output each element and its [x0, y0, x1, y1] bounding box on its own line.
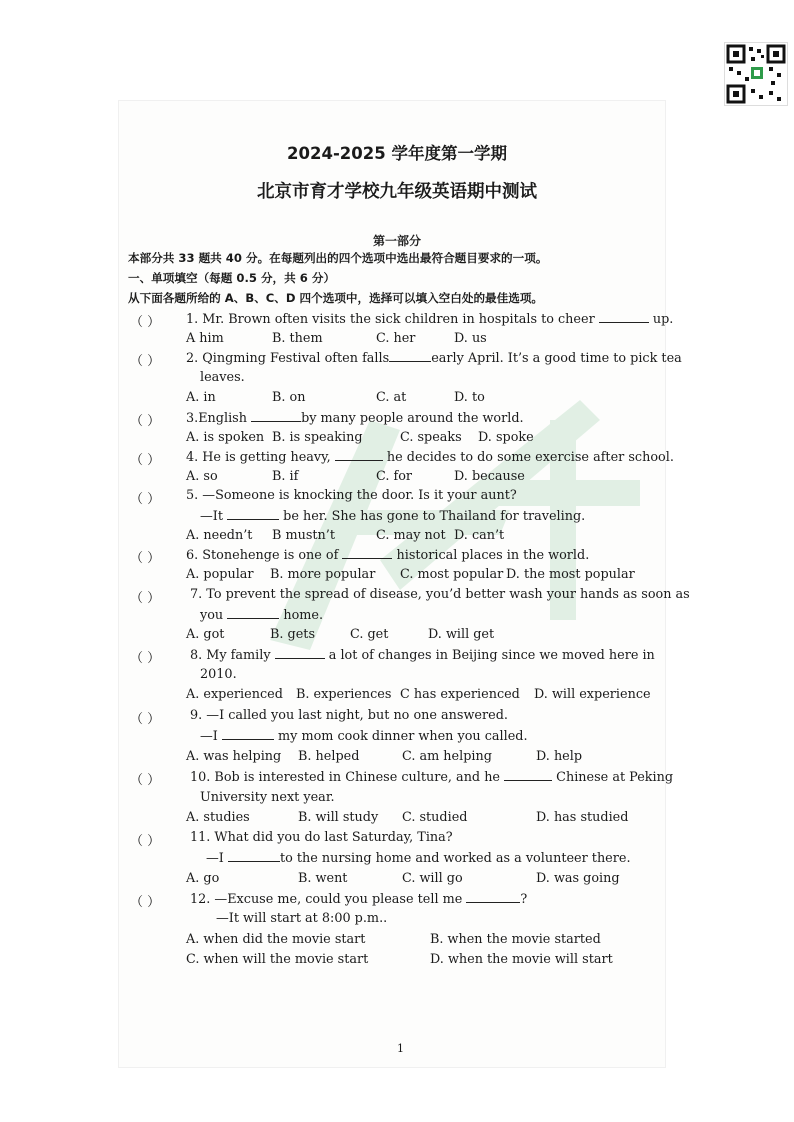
stem-text: early April. It’s a good time to pick tea [431, 351, 682, 366]
option-d: D. when the movie will start [430, 952, 613, 967]
answer-bracket[interactable]: （ ） [130, 591, 161, 606]
stem-text: be her. She has gone to Thailand for traveling. [283, 509, 586, 524]
option-b: B. went [298, 871, 348, 886]
page-number: 1 [397, 1042, 404, 1055]
option-a: A. go [186, 871, 220, 886]
option-c: C. when will the movie start [186, 952, 369, 967]
answer-blank [342, 547, 392, 559]
option-b: B. is speaking [272, 430, 363, 445]
stem-text: by many people around the world. [301, 411, 524, 426]
option-b: B. when the movie started [430, 932, 601, 947]
option-a: A. needn’t [186, 528, 253, 543]
exam-term-title: 2024-2025 学年度第一学期 [287, 144, 507, 163]
question-11-response [206, 850, 631, 866]
question-10-stem [190, 769, 673, 785]
option-b: B. on [272, 390, 306, 405]
option-d: D. to [454, 390, 485, 405]
option-a: A. so [186, 469, 218, 484]
stem-text: 3.English [186, 411, 247, 426]
answer-blank [227, 607, 279, 619]
option-c: C. her [376, 331, 416, 346]
option-c: C. for [376, 469, 413, 484]
option-c: C. at [376, 390, 407, 405]
question-4-stem [186, 449, 674, 465]
option-d: D. help [536, 749, 583, 764]
answer-bracket[interactable]: （ ） [130, 773, 161, 788]
answer-blank [222, 728, 274, 740]
option-b: B. if [272, 469, 299, 484]
question-7-stem: 7. To prevent the spread of disease, you’d better wash your hands as soon as [190, 587, 690, 602]
answer-bracket[interactable]: （ ） [130, 834, 161, 849]
stem-text: to the nursing home and worked as a volunteer there. [279, 851, 631, 866]
answer-bracket[interactable]: （ ） [130, 492, 161, 507]
option-c: C. most popular [400, 567, 504, 582]
stem-text: my mom cook dinner when you called. [278, 729, 528, 744]
answer-bracket[interactable]: （ ） [130, 414, 161, 429]
question-1-stem [186, 311, 673, 327]
qr-code-icon [724, 42, 788, 106]
option-c: C has experienced [400, 687, 520, 702]
question-2-continuation: leaves. [200, 370, 245, 385]
answer-bracket[interactable]: （ ） [130, 453, 161, 468]
stem-text: 10. Bob is interested in Chinese culture, and he [190, 770, 501, 785]
question-3-stem [186, 410, 524, 426]
option-c: C. will go [402, 871, 463, 886]
option-a: A. was helping [186, 749, 282, 764]
answer-bracket[interactable]: （ ） [130, 551, 161, 566]
answer-blank [251, 410, 301, 422]
stem-text: —I [200, 729, 218, 744]
option-d: D. can’t [454, 528, 505, 543]
answer-bracket[interactable]: （ ） [130, 712, 161, 727]
option-d: D. us [454, 331, 487, 346]
stem-text: 1. Mr. Brown often visits the sick children in hospitals to cheer [186, 312, 595, 327]
stem-text: up. [652, 312, 674, 327]
answer-blank [466, 891, 520, 903]
option-b: B. will study [298, 810, 379, 825]
question-6-stem [186, 547, 589, 563]
question-9-response [200, 728, 528, 744]
exam-main-title: 北京市育才学校九年级英语期中测试 [257, 182, 537, 202]
answer-bracket[interactable]: （ ） [130, 651, 161, 666]
option-a: A. experienced [186, 687, 283, 702]
option-c: C. studied [402, 810, 468, 825]
stem-text: 6. Stonehenge is one of [186, 548, 339, 563]
answer-blank [335, 449, 383, 461]
option-c: C. am helping [402, 749, 492, 764]
question-7-continuation [200, 607, 323, 623]
option-d: D. was going [536, 871, 620, 886]
section-title: 一、单项填空（每题 0.5 分，共 6 分） [128, 271, 336, 285]
answer-blank [504, 769, 552, 781]
stem-text: ? [520, 892, 528, 907]
option-b: B. helped [298, 749, 360, 764]
option-d: D. has studied [536, 810, 629, 825]
option-b: B. them [272, 331, 323, 346]
stem-text: —It [200, 509, 223, 524]
question-9-stem: 9. —I called you last night, but no one answered. [190, 708, 508, 723]
answer-blank [275, 647, 325, 659]
stem-text: Chinese at Peking [556, 770, 674, 785]
stem-text: —I [206, 851, 224, 866]
option-d: D. spoke [478, 430, 534, 445]
option-c: C. get [350, 627, 389, 642]
question-8-stem [190, 647, 655, 663]
section-instruction: 从下面各题所给的 A、B、C、D 四个选项中，选择可以填入空白处的最佳选项。 [128, 291, 544, 305]
option-d: D. because [454, 469, 525, 484]
option-b: B. experiences [296, 687, 392, 702]
question-5-stem: 5. —Someone is knocking the door. Is it your aunt? [186, 488, 517, 503]
option-a: A. popular [186, 567, 254, 582]
stem-text: a lot of changes in Beijing since we moved here in [328, 648, 655, 663]
stem-text: 4. He is getting heavy, [186, 450, 331, 465]
option-c: C. speaks [400, 430, 462, 445]
option-c: C. may not [376, 528, 446, 543]
answer-blank [228, 850, 280, 862]
question-12-stem [190, 891, 527, 907]
option-b: B. more popular [270, 567, 376, 582]
option-d: D. will get [428, 627, 495, 642]
stem-text: you [200, 608, 224, 623]
option-a: A. in [186, 390, 216, 405]
stem-text: 2. Qingming Festival often falls [186, 351, 390, 366]
answer-bracket[interactable]: （ ） [130, 354, 161, 369]
answer-blank [599, 311, 649, 323]
question-11-stem: 11. What did you do last Saturday, Tina? [190, 830, 453, 845]
answer-blank [227, 508, 279, 520]
answer-blank [389, 350, 431, 362]
option-a: A. when did the movie start [186, 932, 366, 947]
answer-bracket[interactable]: （ ） [130, 315, 161, 330]
stem-text: he decides to do some exercise after school. [386, 450, 674, 465]
question-10-continuation: University next year. [200, 790, 335, 805]
part-heading: 第一部分 [372, 234, 421, 248]
option-a: A. studies [186, 810, 250, 825]
option-a: A him [186, 331, 224, 346]
option-b: B. gets [270, 627, 316, 642]
option-d: D. will experience [534, 687, 651, 702]
option-b: B mustn’t [272, 528, 336, 543]
stem-text: 12. —Excuse me, could you please tell me [190, 892, 463, 907]
part-intro: 本部分共 33 题共 40 分。在每题列出的四个选项中选出最符合题目要求的一项。 [128, 251, 548, 265]
answer-bracket[interactable]: （ ） [130, 895, 161, 910]
stem-text: 8. My family [190, 648, 271, 663]
question-12-response: —It will start at 8:00 p.m.. [216, 911, 388, 926]
question-2-stem [186, 350, 682, 366]
question-8-continuation: 2010. [200, 667, 237, 682]
question-5-response [200, 508, 585, 524]
option-d: D. the most popular [506, 567, 635, 582]
stem-text: historical places in the world. [396, 548, 590, 563]
option-a: A. is spoken [186, 430, 265, 445]
option-a: A. got [186, 627, 225, 642]
stem-text: home. [283, 608, 324, 623]
